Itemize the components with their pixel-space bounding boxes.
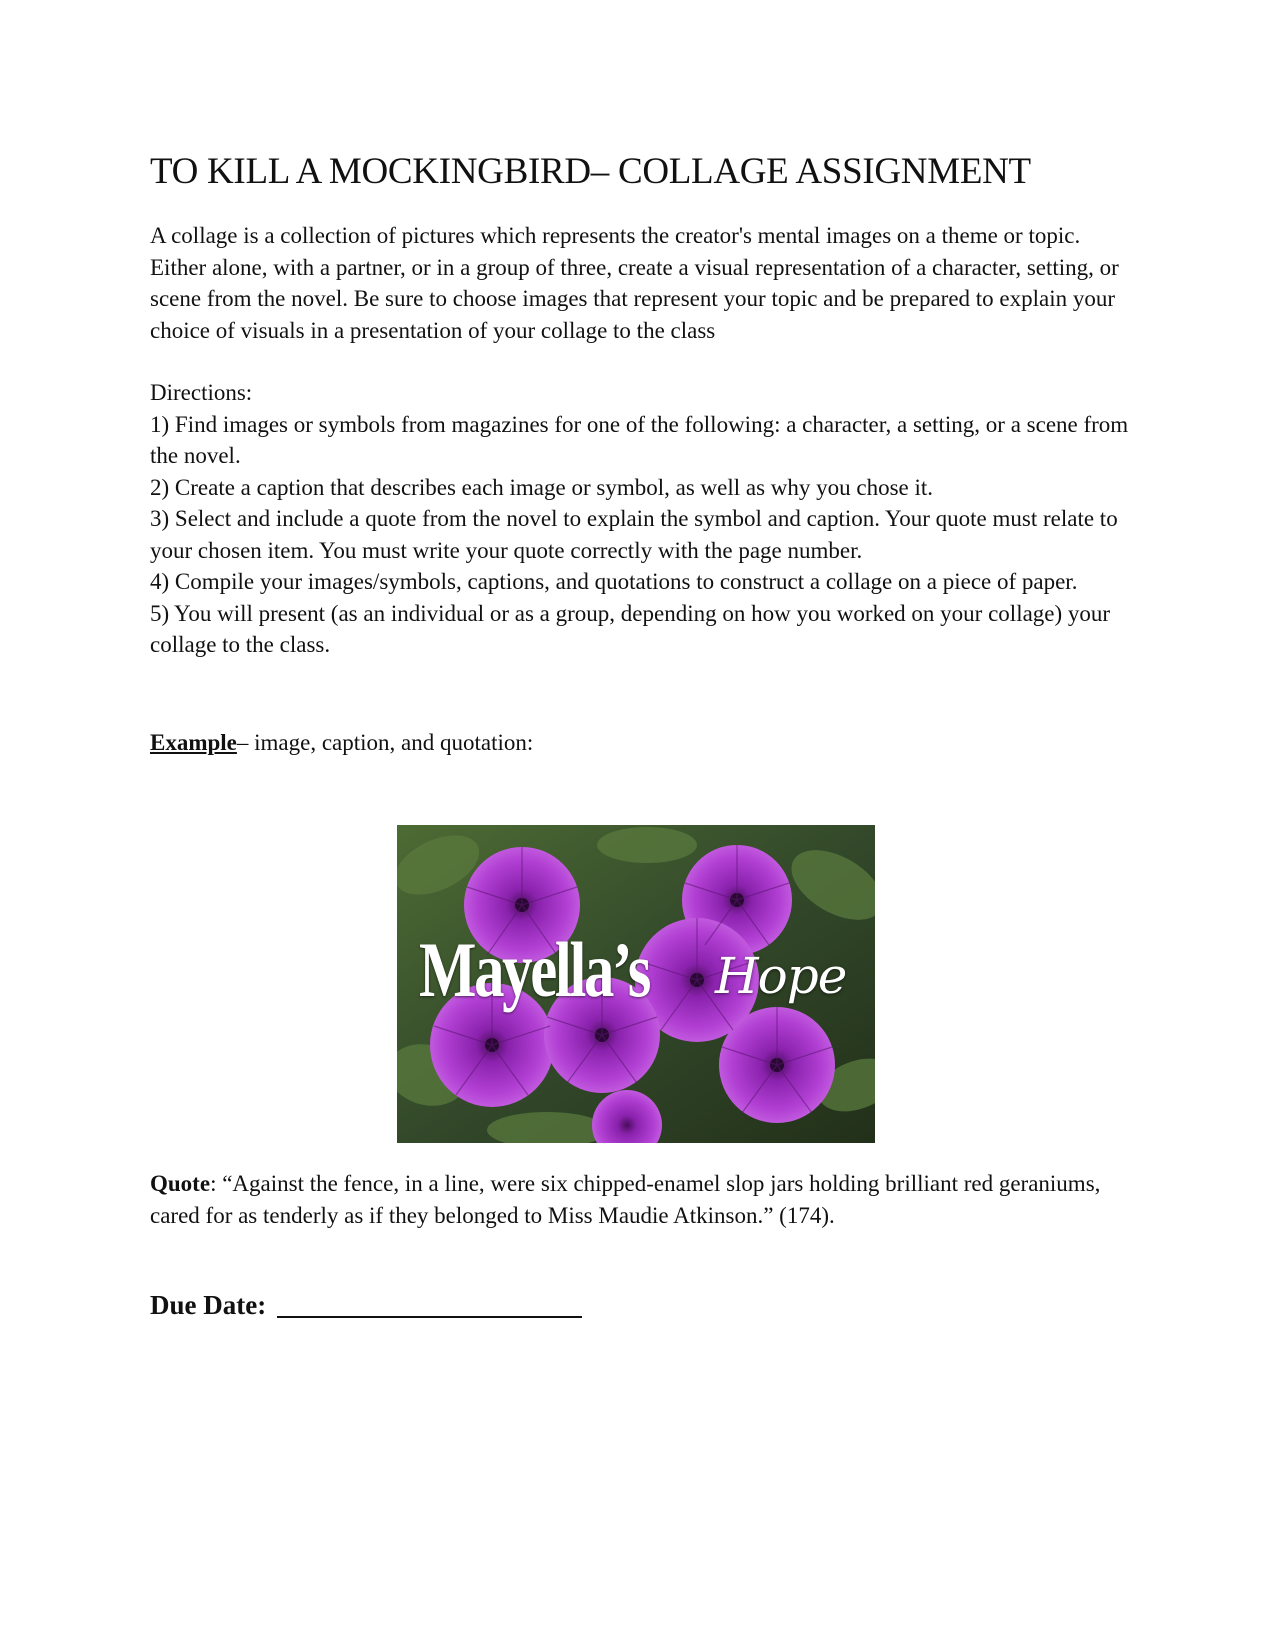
due-date-line: [150, 1290, 582, 1321]
direction-step: 1) Find images or symbols from magazines for one of the following: a character, a setting, or a scene from the novel.: [150, 411, 1129, 468]
page-title: TO KILL A MOCKINGBIRD– COLLAGE ASSIGNMENT: [150, 151, 1031, 192]
photo-caption: [419, 925, 869, 1015]
example-text: – image, caption, and quotation:: [236, 729, 534, 755]
directions-heading: Directions:: [150, 380, 253, 405]
quote-section: [150, 1168, 1140, 1231]
caption-main: Mayella’s: [419, 926, 650, 1013]
example-line: [150, 727, 1140, 758]
example-label: Example: [150, 729, 237, 755]
due-date-blank[interactable]: [277, 1290, 582, 1318]
assignment-page: [150, 150, 1140, 1320]
caption-script: Hope: [715, 947, 847, 1005]
directions-section: [150, 377, 1140, 661]
direction-step: 4) Compile your images/symbols, captions, and quotations to construct a collage on a piece of paper.: [150, 569, 1078, 594]
direction-step: 5) You will present (as an individual or as a group, depending on how you worked on your collage) your collage to the class.: [150, 600, 1111, 657]
intro-paragraph: A collage is a collection of pictures which represents the creator's mental images on a theme or topic. Either alone, with a partner, or in a group of three, create a visual representation of a character, setting, or scene from the novel. Be sure to choose images that represent your topic and be prepared to explain your choice of visuals in a presentation of your collage to the class: [150, 223, 1119, 343]
quote-label: Quote: [150, 1171, 211, 1196]
due-date-label: Due Date:: [150, 1290, 267, 1320]
geranium-photo: [397, 825, 875, 1143]
direction-step: 2) Create a caption that describes each image or symbol, as well as why you chose it.: [150, 474, 934, 500]
quote-text: : “Against the fence, in a line, were six chipped-enamel slop jars holding brilliant red geraniums, cared for as tenderly as if they belonged to Miss Maudie Atkinson.” (174).: [150, 1171, 1101, 1228]
direction-step: 3) Select and include a quote from the novel to explain the symbol and caption. Your quote must relate to your chosen item. You must write your quote correctly with the page number.: [150, 506, 1118, 563]
